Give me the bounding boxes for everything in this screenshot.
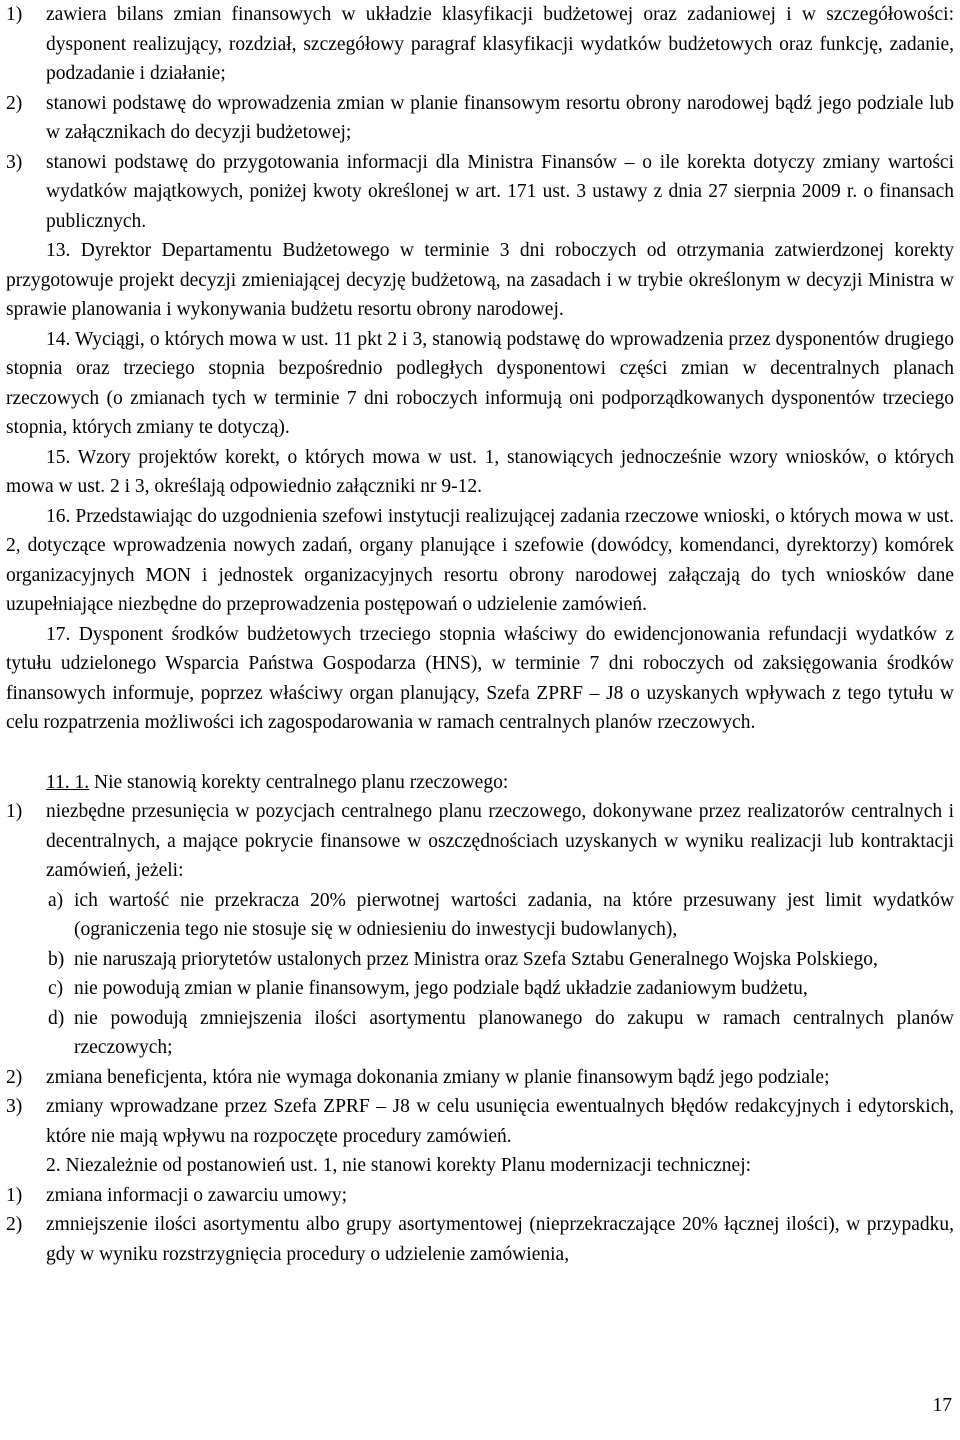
section-number: 11. 1.	[46, 771, 90, 793]
sub-list-item	[48, 886, 954, 945]
sub-list-item	[48, 974, 954, 1004]
list-item	[6, 1063, 954, 1093]
list-item-text: zmiana beneficjenta, która nie wymaga dokonania zmiany w planie finansowym bądź jego podziale;	[46, 1066, 830, 1088]
list-item-text: stanowi podstawę do przygotowania informacji dla Ministra Finansów – o ile korekta dotyczy zmiany wartości wydatków majątkowych, poniżej kwoty określonej w art. 171 ust. 3 ustawy z dnia 27 sierpnia 2009 r. o finansach publicznych.	[46, 151, 954, 232]
sub-list	[48, 886, 954, 1063]
paragraph-17: 17. Dysponent środków budżetowych trzeciego stopnia właściwy do ewidencjonowania refundacji wydatków z tytułu udzielonego Wsparcia Państwa Gospodarza (HNS), w terminie 7 dni roboczych od zaksięgowania środków finansowych informuje, poprzez właściwy organ planujący, Szefa ZPRF – J8 o uzyskanych wpływach z tego tytułu w celu rozpatrzenia możliwości ich zagospodarowania w ramach centralnych planów rzeczowych.	[6, 623, 954, 733]
list-item	[6, 1210, 954, 1269]
list-item	[6, 1092, 954, 1151]
paragraph-14: 14. Wyciągi, o których mowa w ust. 11 pkt 2 i 3, stanowią podstawę do wprowadzenia przez dysponentów drugiego stopnia oraz trzeciego stopnia bezpośrednio podległych dysponentowi części zmian w decentralnych planach rzeczowych (o zmianach tych w terminie 7 dni roboczych informują oni podporządkowanych dysponentów trzeciego stopnia, których zmiany te dotyczą).	[6, 328, 954, 438]
paragraph-16: 16. Przedstawiając do uzgodnienia szefowi instytucji realizującej zadania rzeczowe wnioski, o których mowa w ust. 2, dotyczące wprowadzenia nowych zadań, organy planujące i szefowie (dowódcy, komendanci, dyrektorzy) komórek organizacyjnych MON i jednostek organizacyjnych resortu obrony narodowej załączają do tych wniosków dane uzupełniające niezbędne do przeprowadzenia postępowań o udzielenie zamówień.	[6, 505, 954, 615]
list-item-number: 1)	[6, 801, 23, 822]
sub-list-item-letter: a)	[48, 889, 64, 911]
sub-list-item-letter: d)	[48, 1007, 65, 1029]
sub-list-item-text: nie powodują zmniejszenia ilości asortymentu planowanego do zakupu w ramach centralnych planów rzeczowych;	[74, 1007, 954, 1058]
list-item-number: 2)	[6, 1066, 23, 1088]
list-item-number: 3)	[6, 1096, 23, 1117]
list-item-number: 1)	[6, 1184, 23, 1206]
list-item-text: zmniejszenie ilości asortymentu albo grupy asortymentowej (nieprzekraczające 20% łącznej ilości), w przypadku, gdy w wyniku rozstrzygnięcia procedury o udzielenie zamówienia,	[46, 1214, 954, 1265]
list-item	[6, 797, 954, 886]
page-number: 17	[932, 1395, 952, 1416]
section-heading	[46, 768, 954, 798]
section-spacer	[6, 738, 954, 768]
list-item	[6, 148, 954, 237]
list-item-number: 2)	[6, 1214, 23, 1235]
list-item	[6, 1181, 954, 1211]
list-item-number: 2)	[6, 92, 23, 114]
list-item-text: zmiany wprowadzane przez Szefa ZPRF – J8 w celu usunięcia ewentualnych błędów redakcyjnych i edytorskich, które nie mają wpływu na rozpoczęte procedury zamówień.	[46, 1096, 954, 1147]
paragraph-13: 13. Dyrektor Departamentu Budżetowego w terminie 3 dni roboczych od otrzymania zatwierdzonej korekty przygotowuje projekt decyzji zmieniającej decyzję budżetową, na zasadach i w trybie określonym w decyzji Ministra w sprawie planowania i wykonywania budżetu resortu obrony narodowej.	[6, 240, 954, 320]
list-item-text: zawiera bilans zmian finansowych w układzie klasyfikacji budżetowej oraz zadaniowej i w szczegółowości: dysponent realizujący, rozdział, szczegółowy paragraf klasyfikacji wydatków budżetowych oraz funkcję, zadanie, podzadanie i działanie;	[46, 4, 954, 84]
sub-list-item-text: nie powodują zmian w planie finansowym, jego podziale bądź układzie zadaniowym budżetu,	[74, 978, 808, 999]
list-item-number: 3)	[6, 151, 23, 173]
top-list	[6, 0, 954, 236]
sub-list-item-text: ich wartość nie przekracza 20% pierwotnej wartości zadania, na które przesuwany jest limit wydatków (ograniczenia tego nie stosuje się w odniesieniu do inwestycji budowlanych),	[74, 889, 954, 940]
section-heading-text: Nie stanowią korekty centralnego planu rzeczowego:	[89, 771, 509, 793]
sub-list-item	[48, 945, 954, 975]
list-item	[6, 0, 954, 89]
list-item-text: niezbędne przesunięcia w pozycjach centralnego planu rzeczowego, dokonywane przez realizatorów centralnych i decentralnych, a mające pokrycie finansowe w oszczędnościach uzyskanych w wyniku realizacji lub kontraktacji zamówień, jeżeli:	[46, 801, 954, 881]
sub-list-item	[48, 1004, 954, 1063]
list-item-text: stanowi podstawę do wprowadzenia zmian w planie finansowym resortu obrony narodowej bądź jego podziale lub w załącznikach do decyzji budżetowej;	[46, 92, 954, 143]
sub-list-item-letter: b)	[48, 948, 65, 970]
paragraph-15: 15. Wzory projektów korekt, o których mowa w ust. 1, stanowiących jednocześnie wzory wniosków, o których mowa w ust. 2 i 3, określają odpowiednio załączniki nr 9-12.	[6, 446, 954, 497]
list-item	[6, 89, 954, 148]
list-item-text: zmiana informacji o zawarciu umowy;	[46, 1184, 348, 1206]
sub-list-item-text: nie naruszają priorytetów ustalonych przez Ministra oraz Szefa Sztabu Generalnego Wojska Polskiego,	[74, 948, 878, 970]
list-item-number: 1)	[6, 4, 23, 25]
sub-list-item-letter: c)	[48, 978, 64, 999]
point-2-paragraph: 2. Niezależnie od postanowień ust. 1, nie stanowi korekty Planu modernizacji technicznej:	[46, 1155, 752, 1176]
